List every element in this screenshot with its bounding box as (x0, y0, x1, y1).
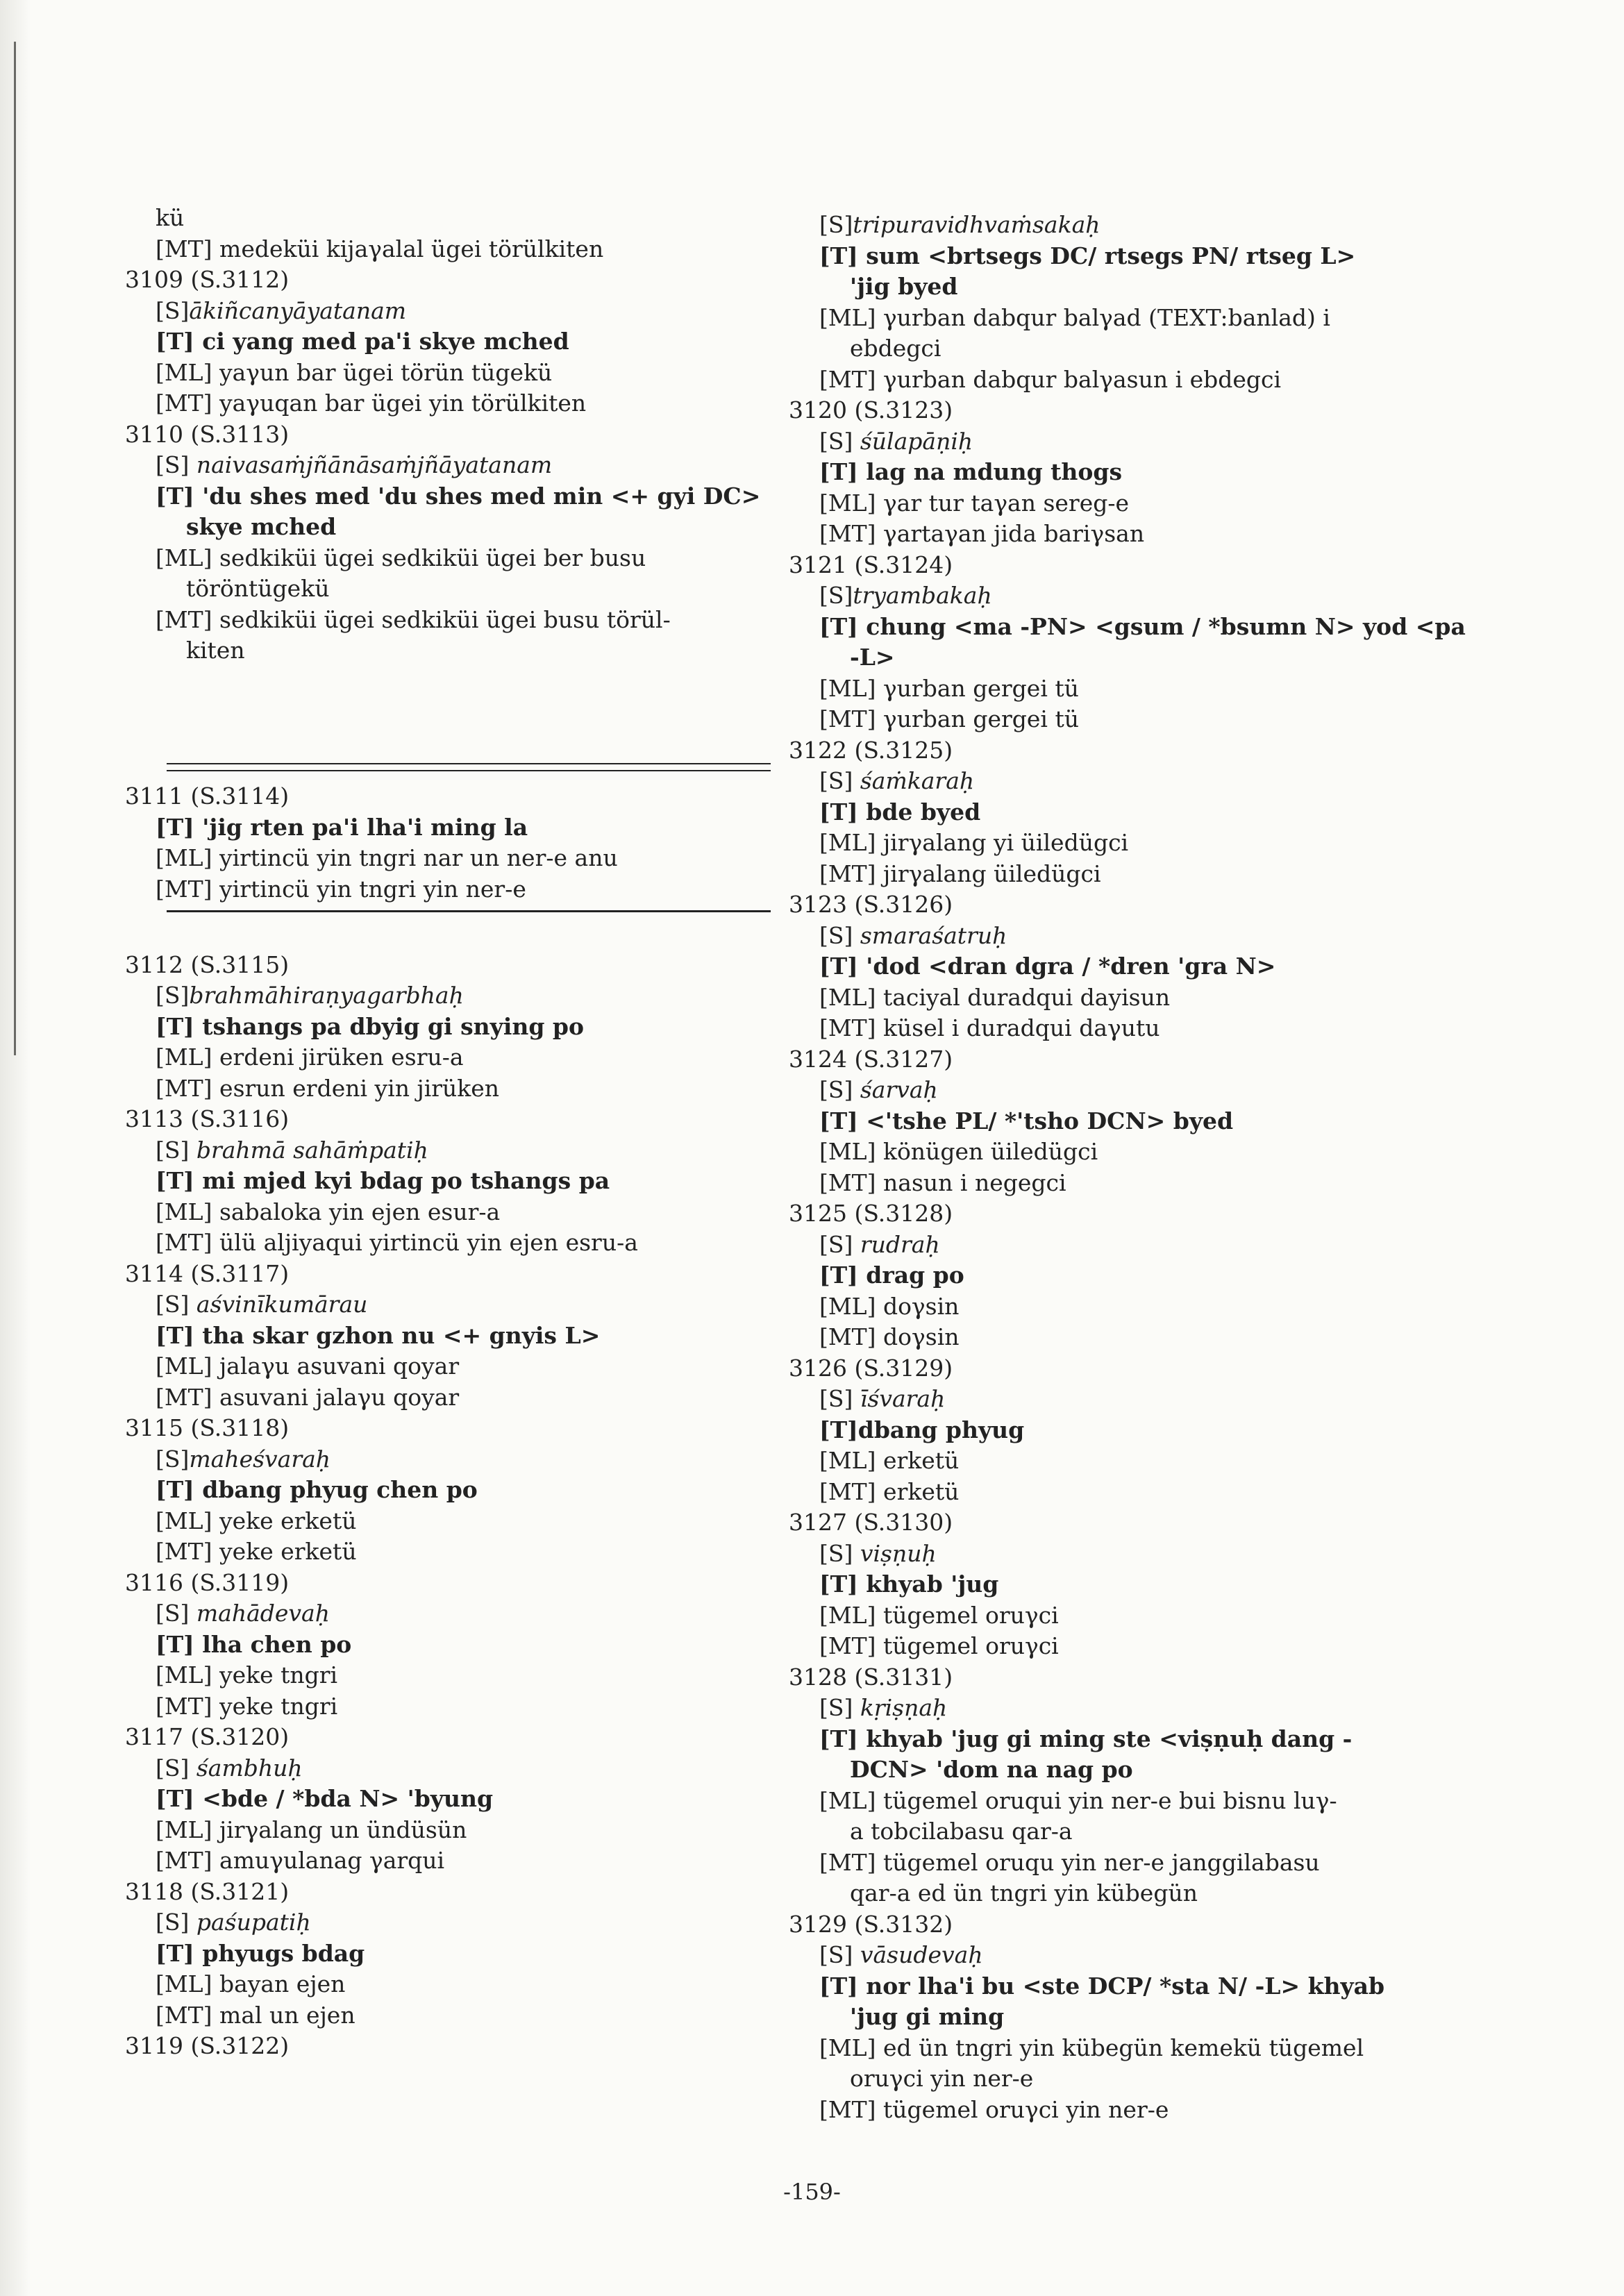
entry-line (789, 1878, 1469, 1909)
sanskrit-tag: [S] (819, 427, 853, 455)
entry-line (789, 1754, 1469, 1786)
sanskrit-term: śambhuḥ (189, 1754, 303, 1782)
sanskrit-term: paśupatiḥ (189, 1909, 311, 1936)
sanskrit-tag: [S] (819, 767, 853, 794)
entry-line (789, 580, 1469, 612)
entry-line (125, 296, 771, 327)
entry-line (125, 635, 771, 667)
sanskrit-tag: [S] (819, 1941, 853, 1968)
entry-line (789, 828, 1469, 859)
entry-line (789, 1539, 1469, 1570)
entry-line (789, 1631, 1469, 1662)
sanskrit-term: aśvinīkumārau (189, 1291, 368, 1318)
mongolian-text: [MT] jirγalang üiledügci (819, 860, 1101, 887)
sanskrit-tag: [S] (156, 451, 190, 478)
mongolian-text: [ML] yeke tngri (156, 1661, 338, 1689)
mongolian-text: [ML] bayan ejen (156, 1970, 346, 1997)
entry-line (125, 1289, 771, 1321)
entry-number (789, 1198, 1469, 1230)
entry-number (789, 1909, 1469, 1941)
entry-line (789, 2095, 1469, 2126)
entry-line (789, 1693, 1469, 1724)
left-column (125, 203, 771, 2062)
entry-number (125, 781, 771, 812)
entry-number (789, 735, 1469, 766)
entry-line (125, 358, 771, 389)
tibetan-text: -L> (850, 644, 895, 671)
tibetan-text: [T] lha chen po (156, 1630, 352, 1658)
mongolian-text: oruγci yin ner-e (850, 2065, 1034, 2092)
mongolian-text: [MT] mal un ejen (156, 2001, 355, 2029)
mongolian-text: [MT] doγsin (819, 1323, 960, 1350)
entry-line (789, 1971, 1469, 2002)
page-number: -159- (783, 2179, 841, 2205)
entry-line (789, 1106, 1469, 1137)
entry-number (125, 1722, 771, 1753)
entry-line (125, 1042, 771, 1073)
entry-number (125, 950, 771, 981)
tibetan-text: [T] phyugs bdag (156, 1939, 365, 1967)
entry-line (789, 519, 1469, 550)
entry-number-text: 3129 (S.3132) (789, 1910, 953, 1938)
entry-line (125, 1845, 771, 1877)
entry-line (789, 1816, 1469, 1847)
entry-line (789, 457, 1469, 488)
entry-number (789, 1662, 1469, 1693)
entry-number-text: 3120 (S.3123) (789, 396, 953, 424)
entry-line (125, 1321, 771, 1352)
entry-line (125, 1475, 771, 1506)
entry-line (125, 512, 771, 543)
entry-line (789, 210, 1469, 241)
mongolian-text: [MT] γurban gergei tü (819, 705, 1079, 732)
entry-line (125, 573, 771, 605)
tibetan-text: [T] khyab 'jug (819, 1570, 999, 1598)
entry-line (125, 1784, 771, 1815)
tibetan-text: [T] nor lha'i bu <ste DCP/ *sta N/ -L> khyab (819, 1972, 1385, 2000)
mongolian-text: [ML] tügemel oruqui yin ner-e bui bisnu luγ- (819, 1786, 1337, 1814)
entry-line (125, 1907, 771, 1938)
blank-line (125, 728, 771, 760)
entry-line (789, 303, 1469, 334)
mongolian-text: a tobcilabasu qar-a (850, 1818, 1073, 1845)
mongolian-text: kü (156, 204, 185, 231)
entry-number (789, 550, 1469, 581)
single-rule-divider (125, 905, 771, 919)
entry-line (789, 1384, 1469, 1415)
entry-line (789, 1415, 1469, 1446)
entry-line (789, 1260, 1469, 1291)
mongolian-text: [MT] esrun erdeni yin jirüken (156, 1074, 500, 1102)
sanskrit-term: smaraśatruḥ (853, 921, 1007, 949)
entry-number-text: 3127 (S.3130) (789, 1509, 953, 1536)
sanskrit-tag: [S] (156, 1600, 190, 1627)
entry-number (789, 1044, 1469, 1075)
entry-line (789, 921, 1469, 952)
entry-line (789, 426, 1469, 458)
tibetan-text: [T] 'dod <dran dgra / *dren 'gra N> (819, 953, 1276, 980)
sanskrit-term: brahmā sahāṁpatiḥ (189, 1136, 428, 1164)
entry-line (789, 642, 1469, 673)
tibetan-text: [T] dbang phyug chen po (156, 1476, 478, 1503)
entry-number (125, 1877, 771, 1908)
entry-line (125, 234, 771, 265)
entry-line (789, 1013, 1469, 1044)
entry-number-text: 3113 (S.3116) (125, 1105, 290, 1132)
tibetan-text: [T] <bde / *bda N> 'byung (156, 1785, 494, 1812)
entry-number-text: 3119 (S.3122) (125, 2032, 290, 2059)
sanskrit-term: tryambakaḥ (853, 582, 992, 609)
entry-number-text: 3112 (S.3115) (125, 950, 290, 978)
entry-line (789, 2033, 1469, 2064)
right-column (789, 210, 1469, 2125)
sanskrit-tag: [S] (819, 1694, 853, 1721)
tibetan-text: skye mched (186, 513, 337, 540)
entry-line (125, 1227, 771, 1259)
entry-line (789, 1322, 1469, 1353)
entry-line (125, 1382, 771, 1414)
sanskrit-term: śaṁkaraḥ (853, 767, 975, 794)
sanskrit-term: vāsudevaḥ (853, 1941, 983, 1968)
mongolian-text: [ML] yaγun bar ügei törün tügekü (156, 358, 553, 386)
sanskrit-tag: [S] (819, 582, 853, 609)
sanskrit-term: śūlapāṇiḥ (853, 427, 973, 455)
entry-line (125, 1660, 771, 1691)
entry-line (125, 1938, 771, 1970)
sanskrit-term: viṣṇuḥ (853, 1539, 937, 1567)
sanskrit-term: mahādevaḥ (189, 1600, 330, 1627)
entry-number-text: 3111 (S.3114) (125, 782, 290, 810)
entry-line (789, 1137, 1469, 1168)
tibetan-text: [T] <'tshe PL/ *'tsho DCN> byed (819, 1107, 1234, 1134)
blank-line (125, 667, 771, 698)
mongolian-text: [MT] amuγulanag γarqui (156, 1847, 445, 1874)
entry-number (789, 1353, 1469, 1384)
mongolian-text: [MT] ülü aljiyaqui yirtincü yin ejen esru-a (156, 1229, 638, 1256)
mongolian-text: [ML] doγsin (819, 1292, 960, 1320)
entry-line (125, 1444, 771, 1475)
mongolian-text: töröntügekü (186, 575, 330, 602)
sanskrit-tag: [S] (156, 982, 190, 1009)
entry-line (125, 1969, 771, 2000)
entry-number (125, 265, 771, 296)
mongolian-text: [ML] ed ün tngri yin kübegün kemekü tügemel (819, 2034, 1364, 2061)
mongolian-text: ebdegci (850, 335, 941, 362)
tibetan-text: [T] lag na mdung thogs (819, 458, 1123, 485)
tibetan-text: [T] 'du shes med 'du shes med min <+ gyi DC> (156, 482, 761, 510)
tibetan-text: [T] tshangs pa dbyig gi snying po (156, 1012, 584, 1040)
sanskrit-term: śarvaḥ (853, 1076, 938, 1103)
sanskrit-term: brahmāhiraṇyagarbhaḥ (189, 982, 464, 1009)
entry-number (125, 1104, 771, 1135)
mongolian-text: [ML] jirγalang yi üiledügci (819, 829, 1129, 856)
entry-line (125, 980, 771, 1012)
sanskrit-term: rudraḥ (853, 1230, 940, 1258)
entry-line (125, 1598, 771, 1629)
entry-line (125, 1506, 771, 1537)
mongolian-text: qar-a ed ün tngri yin kübegün (850, 1879, 1198, 1907)
tibetan-text: [T] bde byed (819, 798, 981, 826)
entry-line (789, 271, 1469, 303)
mongolian-text: [MT] küsel i duradqui daγutu (819, 1014, 1160, 1041)
entry-line (125, 481, 771, 512)
mongolian-text: [MT] tügemel oruγci yin ner-e (819, 2095, 1169, 2123)
mongolian-text: [ML] sedkiküi ügei sedkiküi ügei ber busu (156, 544, 646, 571)
entry-line (789, 1569, 1469, 1600)
mongolian-text: [ML] taciyal duradqui dayisun (819, 983, 1171, 1011)
tibetan-text: 'jug gi ming (850, 2003, 1005, 2030)
entry-line (125, 1197, 771, 1228)
entry-line (789, 1230, 1469, 1261)
mongolian-text: [MT] yeke erketü (156, 1538, 357, 1565)
sanskrit-tag: [S] (156, 296, 190, 324)
mongolian-text: [MT] yeke tngri (156, 1692, 338, 1720)
entry-line (789, 797, 1469, 828)
blank-line (125, 697, 771, 728)
entry-line (125, 203, 771, 234)
entry-number-text: 3114 (S.3117) (125, 1259, 290, 1287)
sanskrit-term: maheśvaraḥ (189, 1445, 331, 1473)
entry-line (789, 1446, 1469, 1477)
entry-line (789, 2002, 1469, 2033)
mongolian-text: [MT] yirtincü yin tngri yin ner-e (156, 875, 526, 903)
entry-line (789, 1075, 1469, 1106)
entry-line (125, 1012, 771, 1043)
sanskrit-tag: [S] (819, 1539, 853, 1567)
entry-line (125, 450, 771, 481)
entry-number (125, 419, 771, 451)
entry-line (789, 612, 1469, 643)
mongolian-text: [MT] medeküi kijaγalal ügei törülkiten (156, 235, 604, 262)
entry-number-text: 3122 (S.3125) (789, 736, 953, 764)
mongolian-text: [MT] yaγuqan bar ügei yin törülkiten (156, 389, 587, 417)
tibetan-text: DCN> 'dom na nag po (850, 1756, 1133, 1783)
entry-line (789, 1786, 1469, 1817)
scan-binding-line (14, 42, 16, 1055)
mongolian-text: [ML] jirγalang un ündüsün (156, 1816, 467, 1843)
entry-number-text: 3109 (S.3112) (125, 266, 290, 293)
mongolian-text: [MT] nasun i negegci (819, 1168, 1066, 1196)
entry-number-text: 3128 (S.3131) (789, 1663, 953, 1691)
entry-line (789, 982, 1469, 1014)
mongolian-text: [MT] sedkiküi ügei sedkiküi ügei busu törül- (156, 605, 671, 633)
entry-line (789, 1724, 1469, 1755)
entry-line (789, 1168, 1469, 1199)
entry-line (789, 673, 1469, 705)
entry-line (125, 605, 771, 636)
mongolian-text: [MT] erketü (819, 1477, 960, 1505)
entry-line (789, 1600, 1469, 1632)
entry-number-text: 3118 (S.3121) (125, 1877, 290, 1905)
entry-number-text: 3116 (S.3119) (125, 1568, 290, 1596)
entry-line (789, 241, 1469, 272)
tibetan-text: [T] tha skar gzhon nu <+ gnyis L> (156, 1321, 601, 1349)
mongolian-text: [ML] γurban dabqur balγad (TEXT:banlad) i (819, 303, 1330, 331)
entry-line (125, 1536, 771, 1568)
entry-line (125, 1815, 771, 1846)
entry-line (789, 1940, 1469, 1971)
tibetan-text: [T] drag po (819, 1262, 964, 1289)
mongolian-text: [ML] tügemel oruγci (819, 1601, 1059, 1629)
entry-number-text: 3115 (S.3118) (125, 1414, 290, 1441)
entry-line (125, 1629, 771, 1661)
entry-line (125, 1135, 771, 1166)
sanskrit-term: naivasaṁjñānāsaṁjñāyatanam (189, 451, 553, 478)
entry-line (125, 1691, 771, 1723)
tibetan-text: [T] sum <brtsegs DC/ rtsegs PN/ rtseg L> (819, 242, 1356, 269)
entry-line (125, 2000, 771, 2031)
entry-line (789, 951, 1469, 982)
sanskrit-tag: [S] (156, 1136, 190, 1164)
mongolian-text: [ML] γurban gergei tü (819, 674, 1079, 702)
entry-line (789, 704, 1469, 735)
entry-line (789, 1291, 1469, 1323)
mongolian-text: [ML] jalaγu asuvani qoyar (156, 1352, 460, 1380)
sanskrit-tag: [S] (819, 1076, 853, 1103)
tibetan-text: [T] khyab 'jug gi ming ste <viṣṇuḥ dang - (819, 1725, 1353, 1752)
mongolian-text: [MT] tügemel oruqu yin ner-e janggilabasu (819, 1848, 1320, 1876)
entry-number (789, 1507, 1469, 1539)
tibetan-text: 'jig byed (850, 273, 958, 300)
entry-line (789, 1847, 1469, 1879)
entry-line (125, 326, 771, 358)
entry-line (789, 333, 1469, 364)
sanskrit-term: īśvaraḥ (853, 1385, 946, 1412)
tibetan-text: [T] chung <ma -PN> <gsum / *bsumn N> yod <pa (819, 612, 1466, 640)
entry-line (789, 364, 1469, 396)
mongolian-text: [ML] yeke erketü (156, 1507, 357, 1534)
tibetan-text: [T] mi mjed kyi bdag po tshangs pa (156, 1167, 610, 1194)
sanskrit-tag: [S] (156, 1754, 190, 1782)
entry-number-text: 3126 (S.3129) (789, 1354, 953, 1382)
entry-line (125, 812, 771, 844)
entry-line (125, 874, 771, 905)
blank-line (125, 919, 771, 950)
entry-line (789, 859, 1469, 890)
double-rule-divider (125, 763, 771, 778)
entry-line (125, 543, 771, 574)
entry-number (125, 1413, 771, 1444)
mongolian-text: [MT] tügemel oruγci (819, 1632, 1059, 1659)
entry-line (789, 1477, 1469, 1508)
entry-line (125, 1073, 771, 1105)
tibetan-text: [T] ci yang med pa'i skye mched (156, 328, 569, 355)
mongolian-text: [ML] erketü (819, 1447, 960, 1474)
sanskrit-tag: [S] (156, 1445, 190, 1473)
sanskrit-tag: [S] (156, 1909, 190, 1936)
entry-number (125, 1568, 771, 1599)
sanskrit-term: kṛiṣṇaḥ (853, 1694, 948, 1721)
entry-number-text: 3117 (S.3120) (125, 1723, 290, 1750)
entry-line (125, 388, 771, 419)
sanskrit-tag: [S] (819, 1230, 853, 1258)
entry-line (789, 2063, 1469, 2095)
entry-number-text: 3110 (S.3113) (125, 420, 290, 448)
sanskrit-tag: [S] (819, 211, 853, 238)
sanskrit-term: ākiñcanyāyatanam (189, 296, 407, 324)
mongolian-text: [ML] yirtincü yin tngri nar un ner-e anu (156, 844, 618, 871)
mongolian-text: [ML] γar tur taγan sereg-e (819, 489, 1130, 517)
entry-line (125, 1166, 771, 1197)
mongolian-text: [MT] γartaγan jida bariγsan (819, 520, 1145, 547)
entry-number (789, 889, 1469, 921)
entry-line (789, 488, 1469, 519)
mongolian-text: [ML] erdeni jirüken esru-a (156, 1044, 464, 1071)
tibetan-text: [T]dbang phyug (819, 1416, 1025, 1443)
sanskrit-term: tripuravidhvaṁsakaḥ (853, 211, 1100, 238)
entry-line (125, 1753, 771, 1784)
entry-number (125, 1259, 771, 1290)
mongolian-text: [MT] asuvani jalaγu qoyar (156, 1383, 460, 1411)
entry-line (125, 843, 771, 874)
entry-line (125, 1351, 771, 1382)
mongolian-text: [ML] sabaloka yin ejen esur-a (156, 1198, 501, 1225)
mongolian-text: [MT] γurban dabqur balγasun i ebdegci (819, 365, 1282, 393)
entry-number-text: 3125 (S.3128) (789, 1200, 953, 1227)
sanskrit-tag: [S] (819, 921, 853, 949)
sanskrit-tag: [S] (819, 1385, 853, 1412)
sanskrit-tag: [S] (156, 1291, 190, 1318)
entry-number-text: 3123 (S.3126) (789, 891, 953, 918)
entry-number (125, 2031, 771, 2062)
tibetan-text: [T] 'jig rten pa'i lha'i ming la (156, 813, 528, 841)
entry-number-text: 3124 (S.3127) (789, 1045, 953, 1073)
mongolian-text: kiten (186, 637, 245, 664)
entry-line (789, 766, 1469, 797)
entry-number (789, 395, 1469, 426)
mongolian-text: [ML] könügen üiledügci (819, 1138, 1098, 1165)
entry-number-text: 3121 (S.3124) (789, 551, 953, 578)
